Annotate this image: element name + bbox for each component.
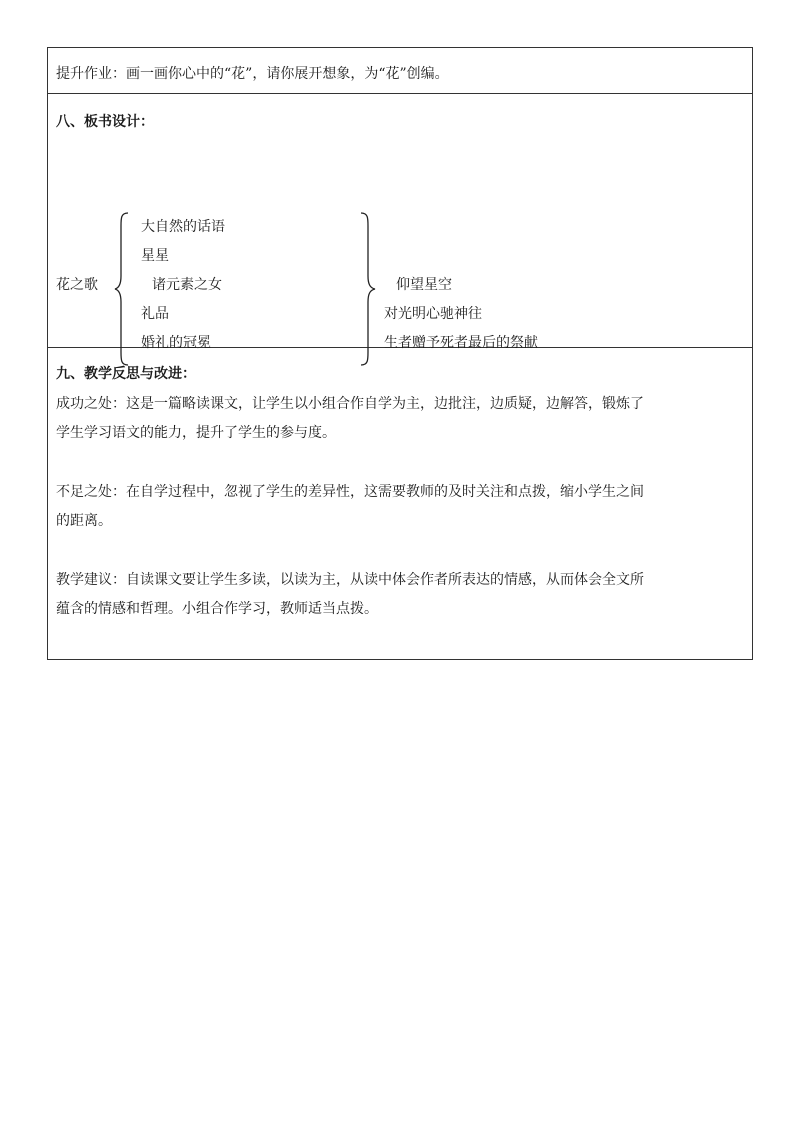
left-brace-icon (114, 212, 134, 366)
lesson-table (47, 47, 753, 660)
left-item-4: 礼品 (141, 306, 169, 322)
board-heading: 八、板书设计： (56, 114, 154, 130)
homework-text: 提升作业：画一画你心中的“花”，请你展开想象，为“花”创编。 (56, 66, 449, 82)
left-item-3: 诸元素之女 (152, 277, 222, 293)
suggest-line-1: 教学建议：自读课文要让学生多读，以读为主，从读中体会作者所表达的情感，从而体会全文所 (56, 572, 644, 588)
reflection-heading: 九、教学反思与改进： (56, 366, 196, 382)
left-item-2: 星星 (141, 248, 169, 264)
success-line-1: 成功之处：这是一篇略读课文，让学生以小组合作自学为主，边批注，边质疑，边解答，锻炼了 (56, 396, 644, 412)
board-title: 花之歌 (56, 277, 98, 293)
left-item-5: 婚礼的冠冕 (141, 335, 211, 351)
reflection-row (48, 348, 752, 659)
suggest-line-2: 蕴含的情感和哲理。小组合作学习，教师适当点拨。 (56, 601, 378, 617)
right-brace-icon (359, 212, 379, 366)
right-item-3: 生者赠予死者最后的祭献 (384, 335, 538, 351)
homework-row (48, 48, 752, 94)
right-item-2: 对光明心驰神往 (384, 306, 482, 322)
board-design-row (48, 94, 752, 351)
shortfall-line-1: 不足之处：在自学过程中，忽视了学生的差异性，这需要教师的及时关注和点拨，缩小学生之间 (56, 484, 644, 500)
left-item-1: 大自然的话语 (141, 219, 225, 235)
right-item-1: 仰望星空 (396, 277, 452, 293)
shortfall-line-2: 的距离。 (56, 513, 112, 529)
success-line-2: 学生学习语文的能力，提升了学生的参与度。 (56, 425, 336, 441)
